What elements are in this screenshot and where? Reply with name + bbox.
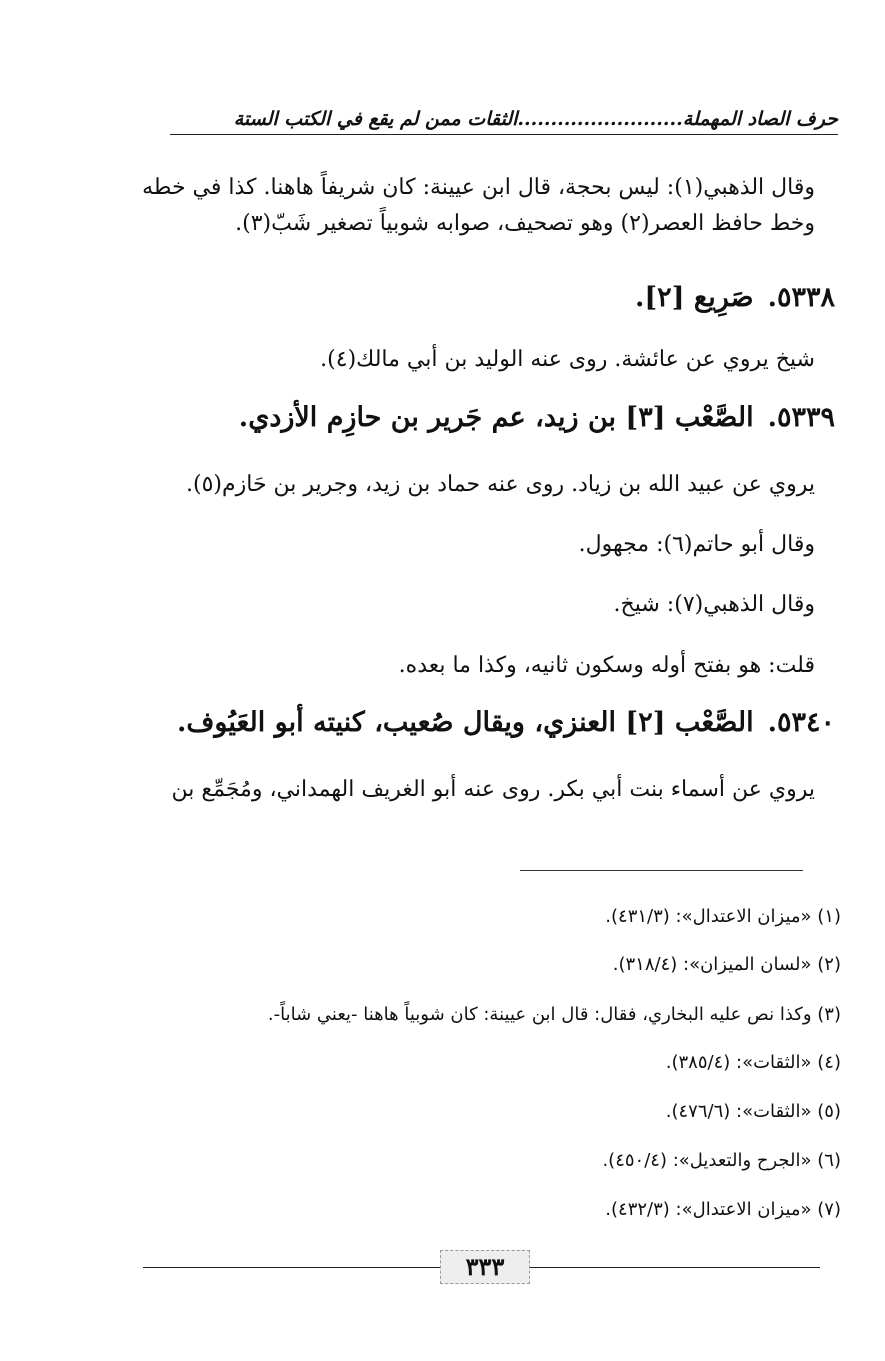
entry-number: ٥٣٤٠. [767, 707, 835, 738]
entry-number: ٥٣٣٨. [767, 282, 835, 313]
entry-title: الصَّعْب [٣] بن زيد، عم جَرير بن حازِم الأزدي. [238, 402, 754, 433]
entry-number: ٥٣٣٩. [767, 402, 835, 433]
paragraph-note: قلت: هو بفتح أوله وسكون ثانيه، وكذا ما بعده. [398, 653, 815, 678]
footnote-separator [520, 870, 803, 871]
paragraph-asma: يروي عن أسماء بنت أبي بكر. روى عنه أبو الغريف الهمداني، ومُجَمِّع بن [171, 777, 815, 802]
paragraph-abu-hatim: وقال أبو حاتم(٦): مجهول. [578, 532, 815, 557]
paragraph-dhahabi-2: وقال الذهبي(٧): شيخ. [613, 592, 815, 617]
footnote-item: (٦) «الجرح والتعديل»: (٤٥٠/٤). [602, 1150, 841, 1171]
footnote-item: (٢) «لسان الميزان»: (٣١٨/٤). [612, 954, 841, 975]
paragraph-line: وخط حافظ العصر(٢) وهو تصحيف، صوابه شوبياً تصغير شَبّ(٣). [235, 211, 815, 236]
footnote-item: (٧) «ميزان الاعتدال»: (٤٣٢/٣). [605, 1199, 841, 1220]
header-dots: ......................... [517, 108, 683, 130]
footer-rule-left [143, 1267, 440, 1268]
paragraph-line: وقال الذهبي(١): ليس بحجة، قال ابن عيينة: كان شريفاً هاهنا. كذا في خطه [142, 175, 815, 200]
footnote-item: (٣) وكذا نص عليه البخاري، فقال: قال ابن عيينة: كان شوبياً هاهنا -يعني شاباً-. [267, 1004, 841, 1025]
footnote-item: (١) «ميزان الاعتدال»: (٤٣١/٣). [605, 906, 841, 927]
page-number: ٣٣٣ [440, 1250, 530, 1284]
header-book-title: الثقات ممن لم يقع في الكتب الستة [233, 108, 518, 130]
paragraph-dhahabi-1 [135, 170, 815, 242]
footnote-item: (٤) «الثقات»: (٣٨٥/٤). [665, 1052, 841, 1073]
entry-5340-heading [115, 707, 835, 738]
entry-5338-heading [115, 282, 835, 313]
footnote-item: (٥) «الثقات»: (٤٧٦/٦). [665, 1101, 841, 1122]
entry-title: الصَّعْب [٢] العنزي، ويقال صُعيب، كنيته أبو العَيُوف. [177, 707, 754, 738]
paragraph-narration: يروي عن عبيد الله بن زياد. روى عنه حماد بن زيد، وجرير بن حَازم(٥). [186, 472, 815, 497]
header-chapter: حرف الصاد المهملة [682, 108, 838, 130]
footer-rule-right [530, 1267, 820, 1268]
paragraph-sheikh: شيخ يروي عن عائشة. روى عنه الوليد بن أبي مالك(٤). [320, 347, 815, 372]
entry-title: صَرِيع [٢]. [634, 282, 754, 313]
entry-5339-heading [115, 402, 835, 433]
running-header [170, 108, 838, 135]
